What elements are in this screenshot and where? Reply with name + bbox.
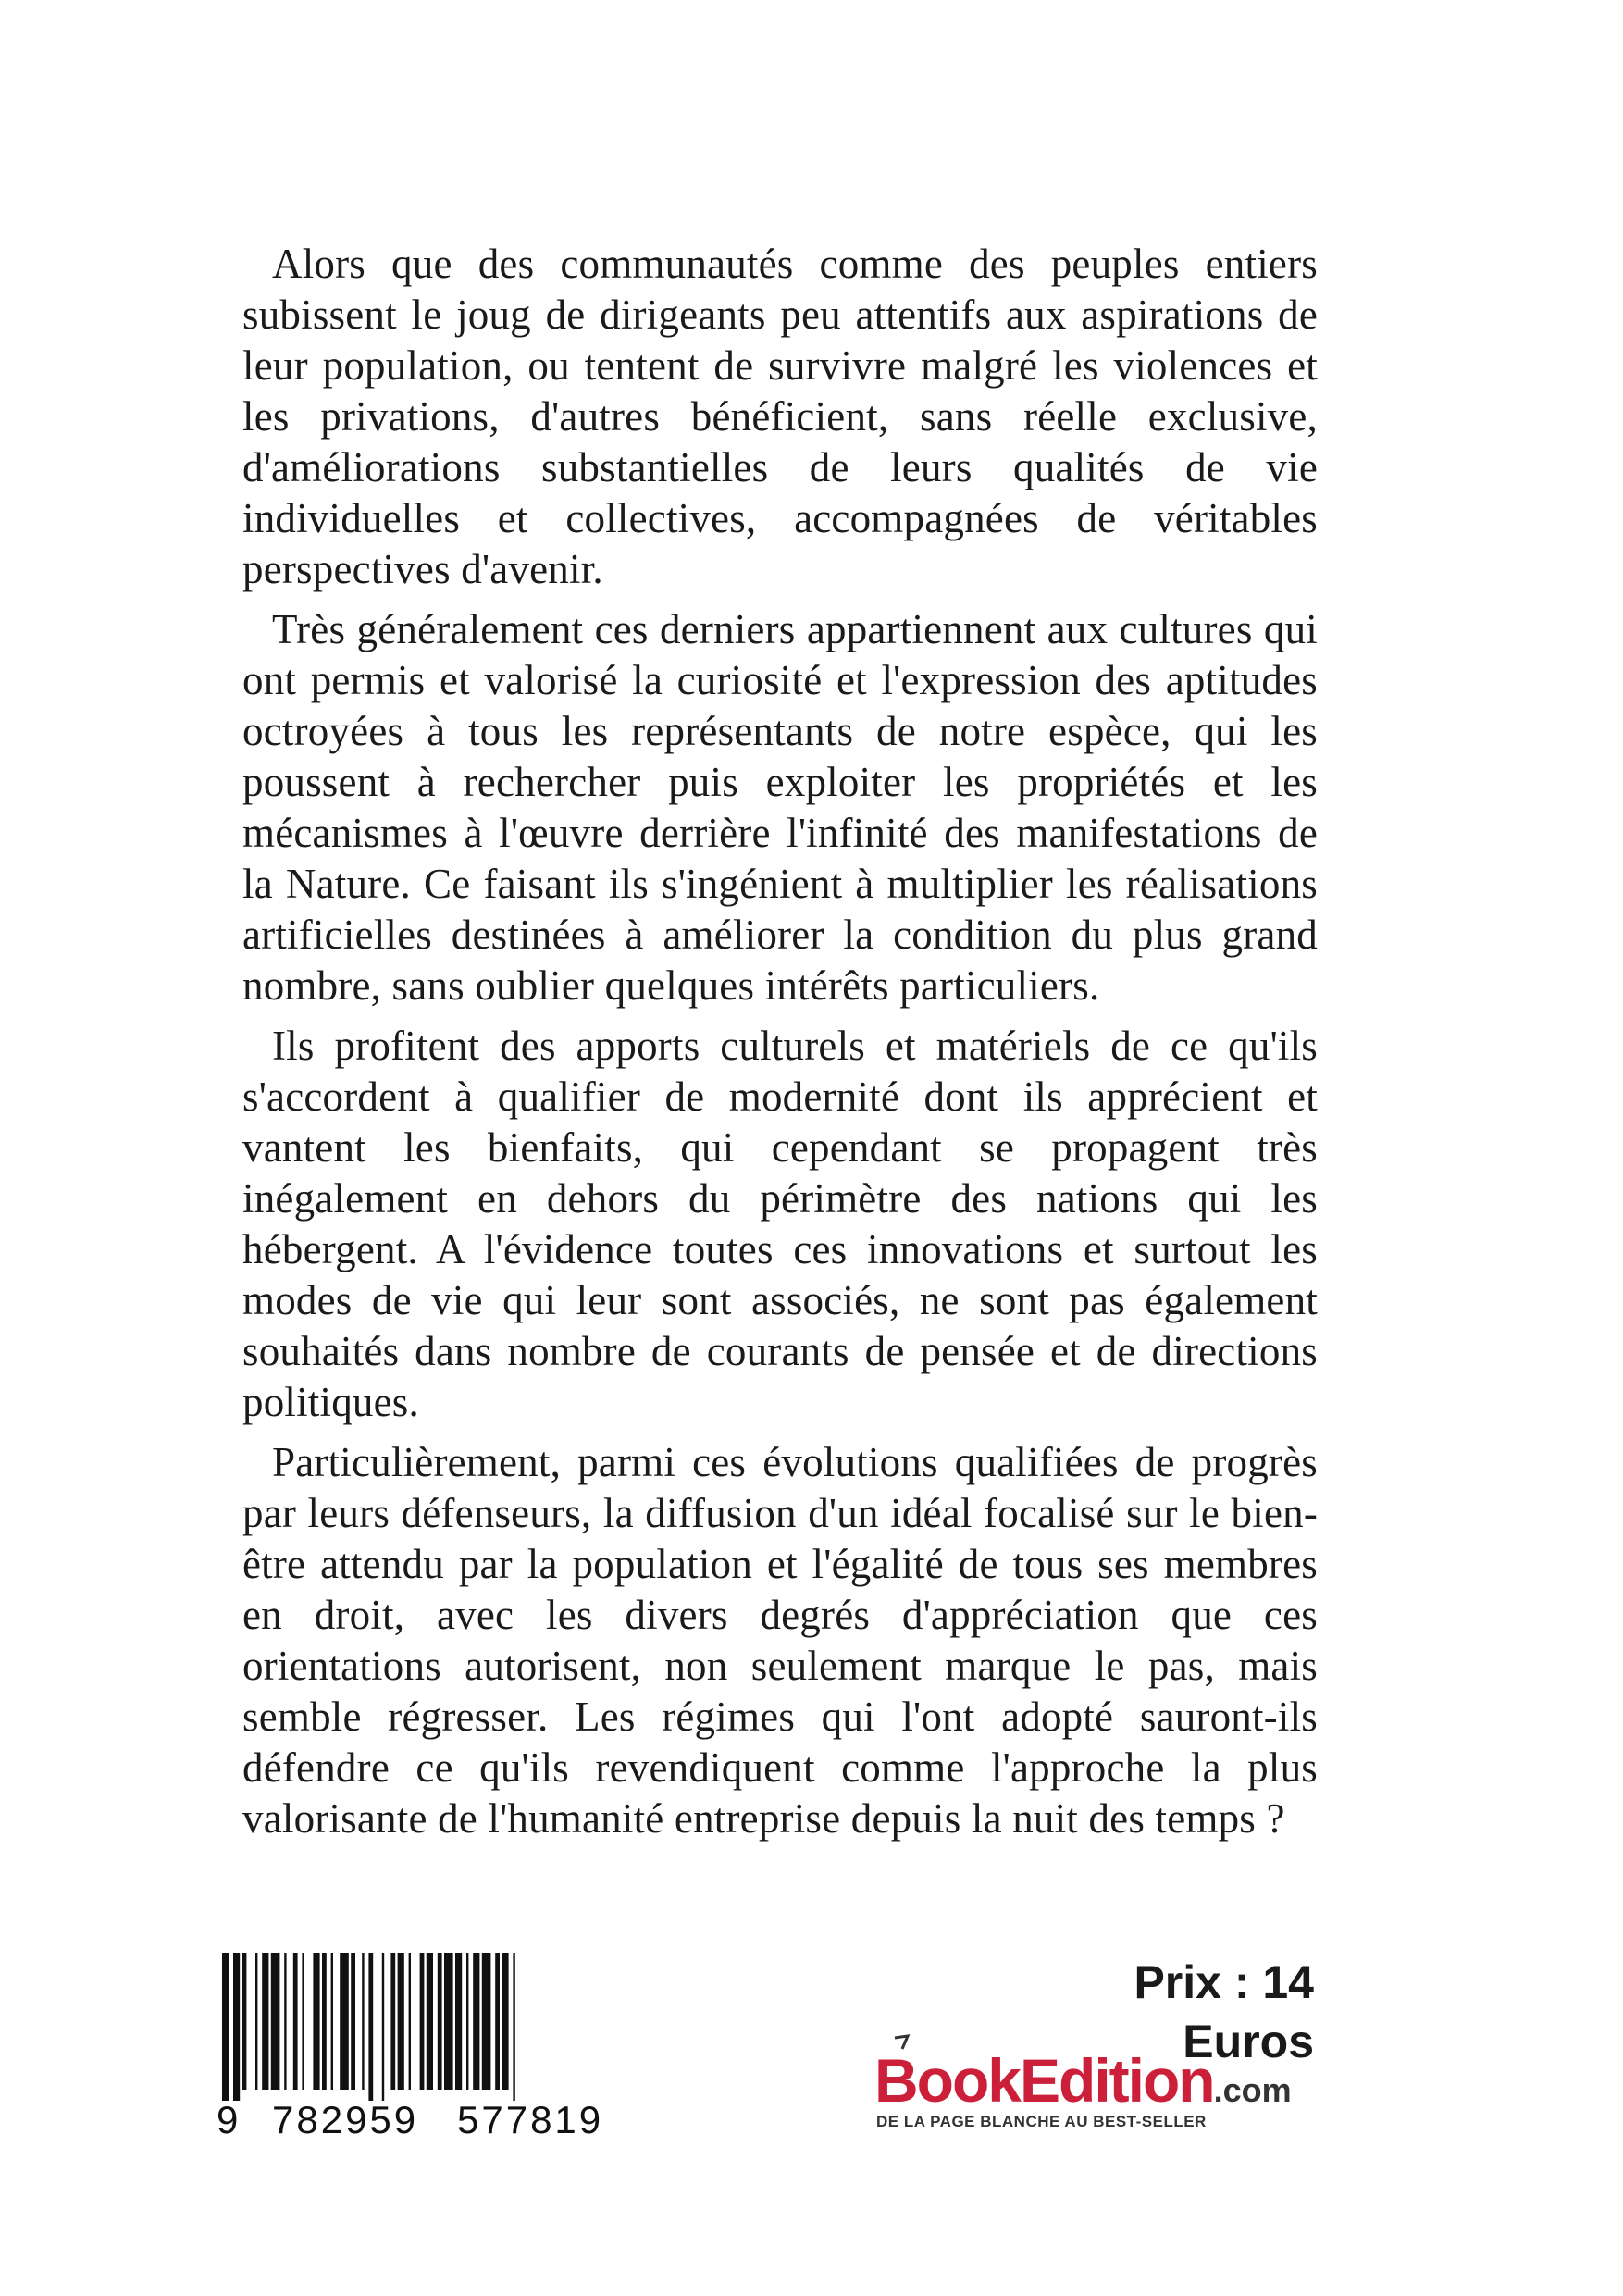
paragraph-2: Très généralement ces derniers appartiennent aux cultures qui ont permis et valorisé la curiosité et l'expression des aptitudes octroyées à tous les représentants de notre espèce, qui les poussent à rechercher puis exploiter les propriétés et les mécanismes à l'œuvre derrière l'infinité des manifestations de la Nature. Ce faisant ils s'ingénient à multiplier les réalisations artificielles destinées à améliorer la condition du plus grand nombre, sans oublier quelques intérêts particuliers.: [242, 606, 1318, 1009]
barcode-bar: [351, 1953, 355, 2090]
publisher-name-text: BookEdition: [874, 2046, 1214, 2115]
barcode-bar: [427, 1953, 433, 2090]
barcode-bar: [398, 1953, 404, 2090]
publisher-tagline: DE LA PAGE BLANCHE AU BEST-SELLER: [876, 2113, 1207, 2130]
isbn-lead-digit: 9: [217, 2098, 239, 2141]
isbn-group-right: 577819: [457, 2098, 604, 2141]
barcode-bar: [502, 1953, 508, 2090]
barcode-bar: [362, 1953, 364, 2090]
barcode-bar: [233, 1953, 240, 2101]
isbn-barcode: [215, 1953, 636, 2147]
barcode-bar: [322, 1953, 327, 2090]
publisher-domain: .com: [1213, 2071, 1292, 2109]
barcode-bar: [409, 1953, 411, 2090]
barcode-bar: [390, 1953, 395, 2090]
paragraph-4: Particulièrement, parmi ces évolutions qualifiées de progrès par leurs défenseurs, la diffusion d'un idéal focalisé sur le bien-être attendu par la population et l'égalité de tous ses membres en droit, avec les divers degrés d'appréciation que ces orientations autorisent, non seulement marque le pas, mais semble régresser. Les régimes qui l'ont adopté sauront-ils défendre ce qu'ils revendiquent comme l'approche la plus valorisante de l'humanité entreprise depuis la nuit des temps ?: [242, 1439, 1318, 1842]
price-label: Prix : 14 Euros: [1134, 1956, 1314, 2067]
barcode-bar: [368, 1953, 373, 2101]
barcode-bar: [438, 1953, 442, 2090]
barcode-bar: [466, 1953, 468, 2090]
barcode-bar: [293, 1953, 298, 2090]
barcode-bar: [455, 1953, 462, 2090]
barcode-bar: [340, 1953, 349, 2090]
barcode-bars: [215, 1953, 636, 2101]
barcode-bar: [382, 1953, 384, 2101]
barcode-bar: [242, 1953, 247, 2090]
barcode-bar: [302, 1953, 304, 2090]
barcode-bar: [255, 1953, 257, 2090]
isbn-number: [215, 2096, 636, 2144]
barcode-bar: [420, 1953, 425, 2090]
barcode-bar: [313, 1953, 319, 2090]
barcode-bar: [222, 1953, 229, 2101]
paragraph-1: Alors que des communautés comme des peuples entiers subissent le joug de dirigeants peu attentifs aux aspirations de leur population, ou tentent de survivre malgré les violences et les privations, d'autres bénéficient, sans réelle exclusive, d'améliorations substantielles de leurs qualités de vie individuelles et collectives, accompagnées de véritables perspectives d'avenir.: [242, 241, 1318, 592]
back-cover-text: [242, 239, 1318, 1854]
barcode-bar: [482, 1953, 491, 2090]
barcode-bar: [513, 1953, 514, 2101]
isbn-group-left: 782959: [272, 2098, 419, 2141]
barcode-bar: [271, 1953, 280, 2090]
paragraph-3: Ils profitent des apports culturels et matériels de ce qu'ils s'accordent à qualifier de modernité dont ils apprécient et vantent les bienfaits, qui cependant se propagent très inégalement en dehors du périmètre des nations qui les hébergent. A l'évidence toutes ces innovations et surtout les modes de vie qui leur sont associés, ne sont pas également souhaités dans nombre de courants de pensée et de directions politiques.: [242, 1023, 1318, 1425]
barcode-bar: [473, 1953, 479, 2090]
barcode-bar: [495, 1953, 500, 2090]
barcode-bar: [284, 1953, 286, 2090]
publisher-logo: [874, 2047, 1319, 2149]
barcode-bar: [331, 1953, 333, 2090]
barcode-bar: [444, 1953, 453, 2090]
barcode-bar: [262, 1953, 268, 2090]
